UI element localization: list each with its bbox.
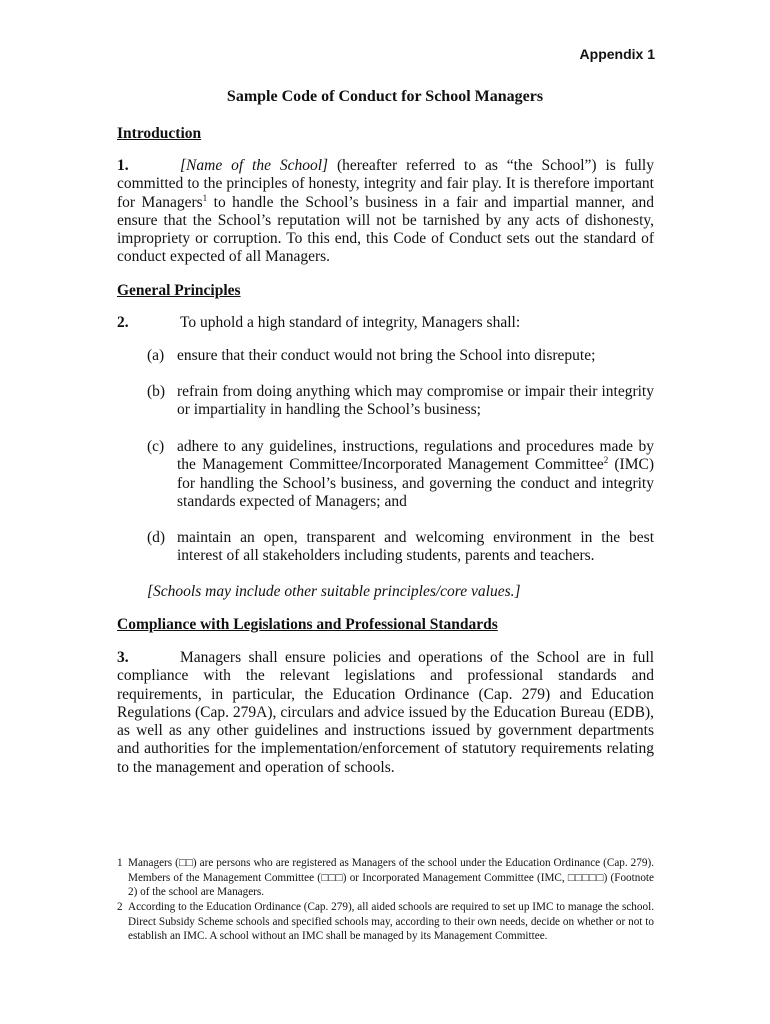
item-label: (c) — [147, 438, 165, 455]
item-label: (a) — [147, 347, 165, 364]
paragraph-1-text-b: to handle the School’s business in a fair and impartial manner, and ensure that the School’s reputation will not be tarnished by any acts of dishonesty, impropriety or corruption. To this end, this Code of Conduct sets out the standard of conduct expected of all Managers. — [117, 193, 654, 266]
footnote-number: 1 — [117, 857, 123, 869]
item-text — [177, 438, 654, 511]
item-text: maintain an open, transparent and welcoming environment in the best interest of all stakeholders including students, parents and teachers. — [177, 529, 654, 565]
paragraph-2 — [117, 314, 654, 332]
footnote-1 — [117, 856, 654, 900]
paragraph-1 — [117, 157, 654, 267]
item-text: refrain from doing anything which may compromise or impair their integrity or impartiality in handling the School’s business; — [177, 383, 654, 419]
compliance-heading: Compliance with Legislations and Professional Standards — [117, 616, 498, 633]
paragraph-number: 3. — [117, 649, 129, 666]
paragraph-number: 1. — [117, 157, 129, 174]
footnote-ref-2: 2 — [603, 455, 609, 466]
appendix-label: Appendix 1 — [579, 46, 655, 62]
principles-note — [147, 583, 654, 601]
principle-item-a — [147, 347, 654, 365]
principle-item-c — [147, 438, 654, 511]
principles-note-text: [Schools may include other suitable principles/core values.] — [147, 583, 521, 600]
principle-item-d — [147, 529, 654, 566]
footnote-2 — [117, 900, 654, 944]
footnote-number: 2 — [117, 901, 123, 913]
footnote-text: According to the Education Ordinance (Cap. 279), all aided schools are required to set up IMC to manage the school. Direct Subsidy Scheme schools and specified schools may, according to their own needs, decide on whether or not to establish an IMC. A school without an IMC shall be managed by its Management Committee. — [128, 901, 654, 943]
item-label: (b) — [147, 383, 166, 400]
item-text-b: (IMC) for handling the School’s business, and governing the conduct and integrity standards expected of Managers; and — [177, 456, 654, 510]
paragraph-number: 2. — [117, 314, 129, 331]
introduction-heading: Introduction — [117, 125, 202, 142]
general-principles-heading: General Principles — [117, 282, 241, 299]
item-label: (d) — [147, 529, 166, 546]
footnote-ref-1: 1 — [202, 192, 208, 203]
school-name-placeholder: [Name of the School] — [180, 157, 329, 174]
footnote-text: Managers (□□) are persons who are registered as Managers of the school under the Education Ordinance (Cap. 279). Members of the Management Committee (□□□) or Incorporated Management Committee (IMC, □□□□□) (Footnote 2) of the school are Managers. — [128, 857, 654, 899]
item-text-a: adhere to any guidelines, instructions, regulations and procedures made by the Management Committee/Incorporated Management Committee — [177, 438, 654, 474]
paragraph-2-intro: To uphold a high standard of integrity, Managers shall: — [180, 314, 521, 331]
paragraph-1-text-a: (hereafter referred to as “the School”) is fully committed to the principles of honesty, integrity and fair play. It is therefore important for Managers — [117, 157, 654, 211]
item-text: ensure that their conduct would not bring the School into disrepute; — [177, 347, 596, 364]
paragraph-3 — [117, 649, 654, 777]
document-title: Sample Code of Conduct for School Managers — [226, 88, 544, 105]
principle-item-b — [147, 383, 654, 420]
paragraph-3-text: Managers shall ensure policies and operations of the School are in full compliance with the relevant legislations and professional standards and requirements, in particular, the Education Ordinance (Cap. 279) and Education Regulations (Cap. 279A), circulars and advice issued by the Education Bureau (EDB), as well as any other guidelines and instructions issued by government departments and authorities for the implementation/enforcement of statutory requirements relating to the management and operation of schools. — [117, 649, 654, 776]
